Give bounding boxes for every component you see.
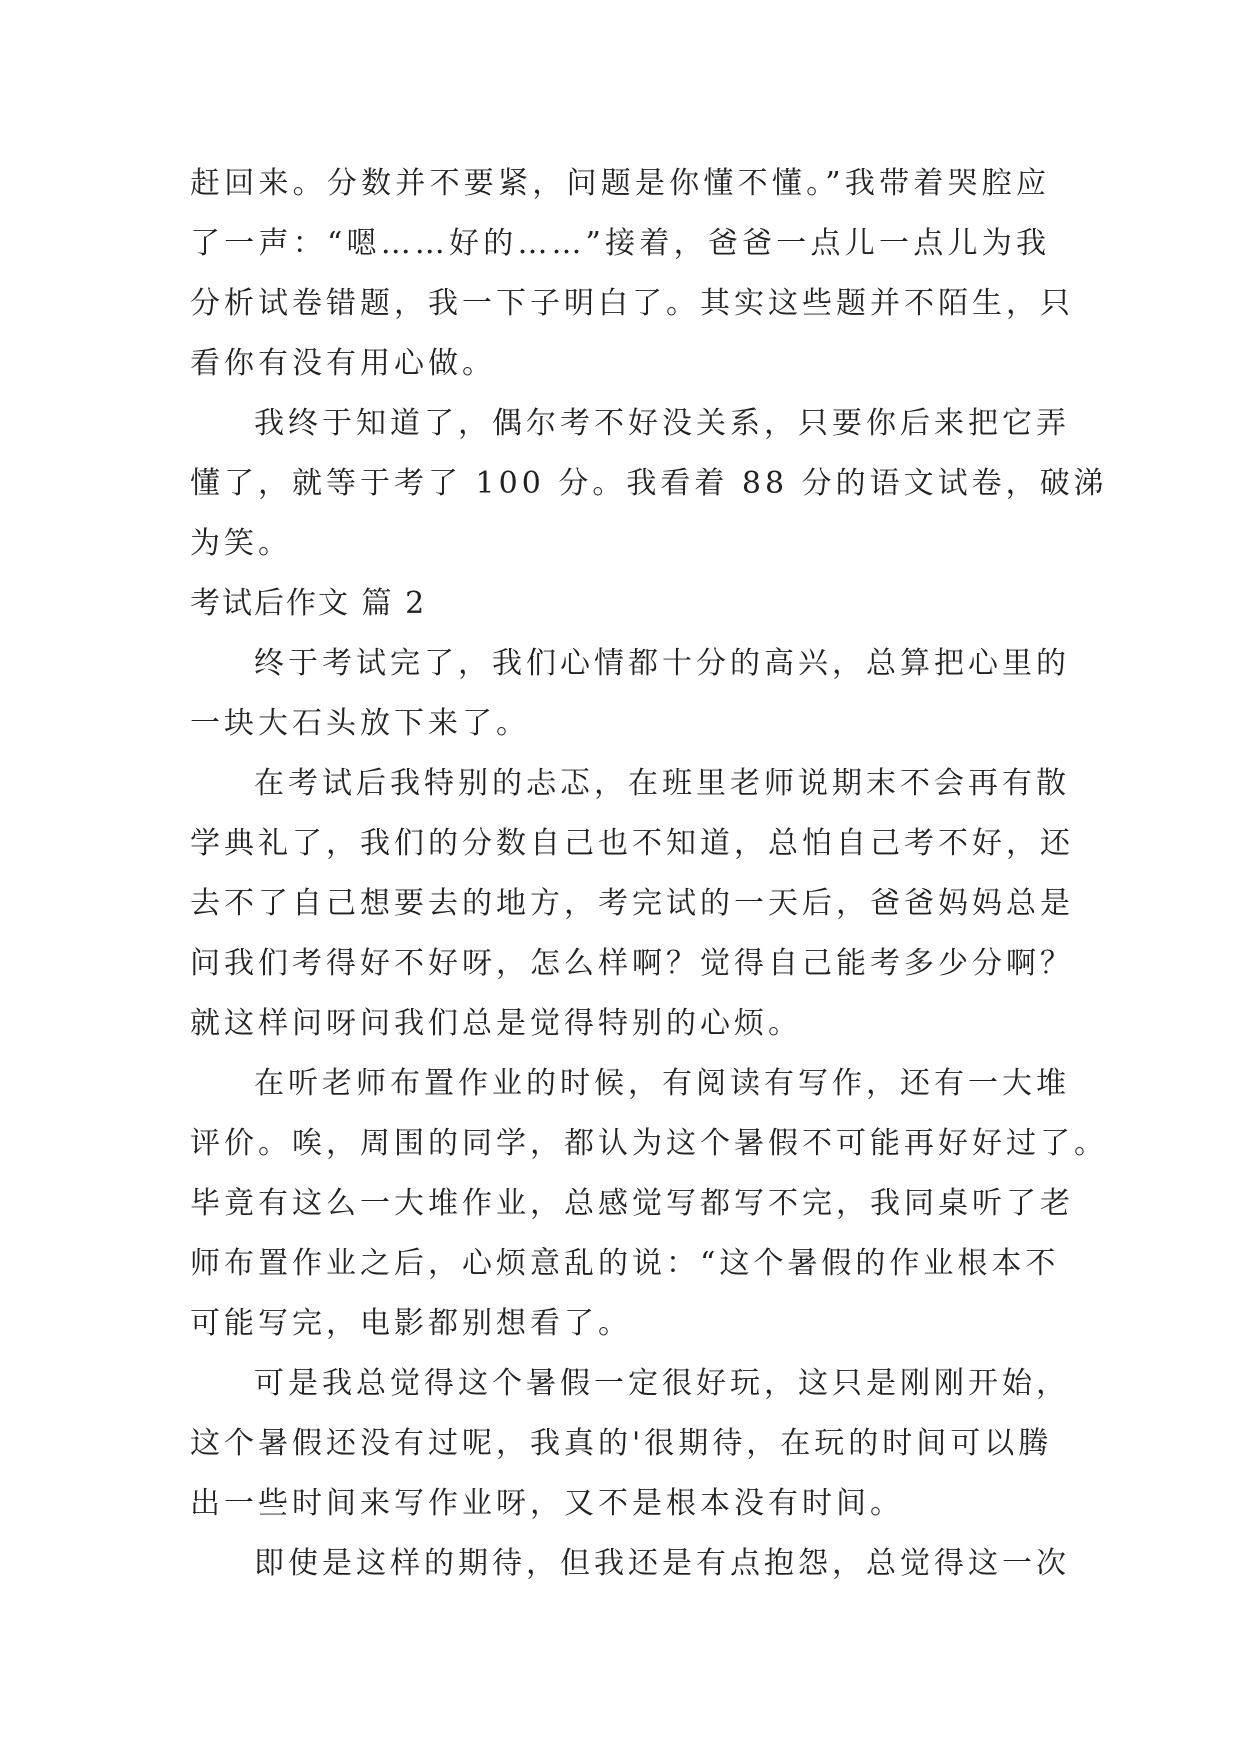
text-line: 学典礼了，我们的分数自己也不知道，总怕自己考不好，还 <box>190 826 1074 861</box>
paragraph <box>190 754 1074 1054</box>
text-line: 懂了，就等于考了 100 分。我看着 88 分的语文试卷，破涕 <box>190 466 1108 501</box>
paragraph <box>190 1054 1108 1354</box>
text-line: 赶回来。分数并不要紧，问题是你懂不懂。”我带着哭腔应 <box>190 166 1050 201</box>
text-line: 评价。唉，周围的同学，都认为这个暑假不可能再好好过了。 <box>190 1126 1108 1161</box>
text-line: 为笑。 <box>190 526 292 561</box>
text-line: 我终于知道了，偶尔考不好没关系，只要你后来把它弄 <box>254 406 1070 441</box>
document-body <box>190 154 1108 1594</box>
section-heading: 考试后作文 篇 2 <box>190 586 427 621</box>
text-line: 在听老师布置作业的时候，有阅读有写作，还有一大堆 <box>254 1066 1070 1101</box>
text-line: 毕竟有这么一大堆作业，总感觉写都写不完，我同桌听了老 <box>190 1186 1074 1221</box>
text-line: 即使是这样的期待，但我还是有点抱怨，总觉得这一次 <box>254 1546 1070 1581</box>
paragraph <box>190 394 1108 574</box>
text-line: 问我们考得好不好呀，怎么样啊？觉得自己能考多少分啊？ <box>190 946 1074 981</box>
text-line: 就这样问呀问我们总是觉得特别的心烦。 <box>190 1006 802 1041</box>
text-line: 师布置作业之后，心烦意乱的说：“这个暑假的作业根本不 <box>190 1246 1060 1281</box>
text-line: 分析试卷错题，我一下子明白了。其实这些题并不陌生，只 <box>190 286 1074 321</box>
text-line: 去不了自己想要去的地方，考完试的一天后，爸爸妈妈总是 <box>190 886 1074 921</box>
text-line: 了一声：“嗯……好的……”接着，爸爸一点儿一点儿为我 <box>190 226 1050 261</box>
text-line: 出一些时间来写作业呀，又不是根本没有时间。 <box>190 1486 904 1521</box>
text-line: 可是我总觉得这个暑假一定很好玩，这只是刚刚开始， <box>254 1366 1070 1401</box>
paragraph <box>190 634 1070 754</box>
text-line: 可能写完，电影都别想看了。 <box>190 1306 632 1341</box>
text-line: 看你有没有用心做。 <box>190 346 496 381</box>
paragraph <box>190 1534 1070 1594</box>
paragraph <box>190 154 1074 394</box>
text-line: 终于考试完了，我们心情都十分的高兴，总算把心里的 <box>254 646 1070 681</box>
text-line: 这个暑假还没有过呢，我真的'很期待，在玩的时间可以腾 <box>190 1426 1053 1461</box>
paragraph <box>190 1354 1070 1534</box>
text-line: 一块大石头放下来了。 <box>190 706 530 741</box>
text-line: 在考试后我特别的忐忑，在班里老师说期末不会再有散 <box>254 766 1070 801</box>
